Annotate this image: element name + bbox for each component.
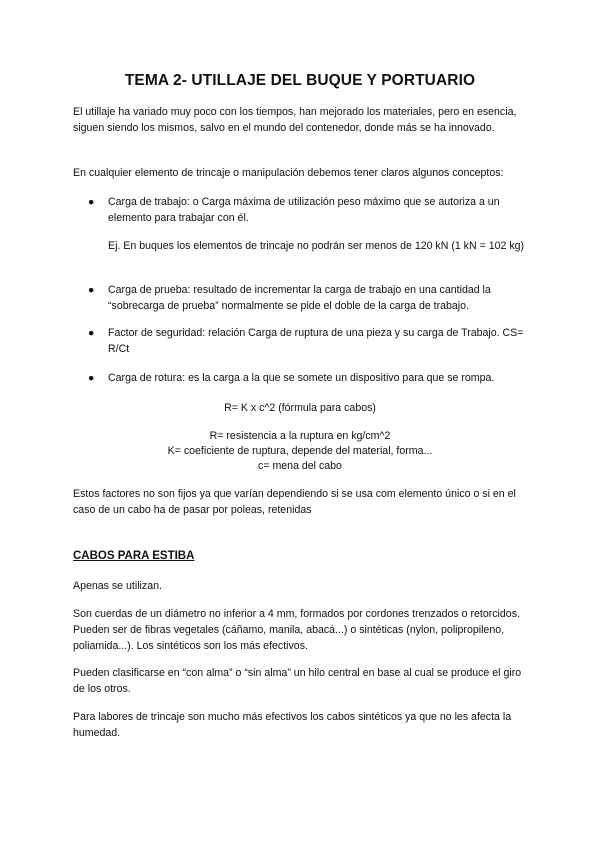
bullet-item: Carga de trabajo: o Carga máxima de utilización peso máximo que se autoriza a un elemento para trabajar con él.	[108, 196, 500, 224]
section-paragraph: Apenas se utilizan.	[73, 580, 162, 592]
bullet-icon: ●	[88, 327, 95, 339]
intro-paragraph: En cualquier elemento de trincaje o manipulación debemos tener claros algunos conceptos:	[73, 167, 504, 179]
section-paragraph: Pueden clasificarse en “con alma” o “sin alma” un hilo central en base al cual se produce el giro de los otros.	[73, 667, 522, 695]
formula-definition: R= resistencia a la ruptura en kg/cm^2	[209, 430, 391, 442]
intro-paragraph: El utillaje ha variado muy poco con los tiempos, han mejorado los materiales, pero en esencia, siguen siendo los mismos, salvo en el mundo del contenedor, donde más se ha innovado.	[73, 106, 517, 134]
bullet-item: Carga de prueba: resultado de incrementar la carga de trabajo en una cantidad la “sobrecarga de prueba” normalmente se pide el doble de la carga de trabajo.	[108, 284, 491, 312]
bullet-example: Ej. En buques los elementos de trincaje no podrán ser menos de 120 kN (1 kN = 102 kg)	[108, 240, 525, 252]
bullet-icon: ●	[88, 284, 95, 296]
formula-main: R= K x c^2 (fórmula para cabos)	[224, 402, 376, 414]
section-heading: CABOS PARA ESTIBA	[73, 550, 195, 562]
section-paragraph: Para labores de trincaje son mucho más efectivos los cabos sintéticos ya que no les afecta la humedad.	[73, 711, 512, 739]
bullet-item: Carga de rotura: es la carga a la que se somete un dispositivo para que se rompa.	[108, 372, 495, 384]
closing-paragraph: Estos factores no son fijos ya que varían dependiendo si se usa com elemento único o si en el caso de un cabo ha de pasar por poleas, retenidas	[73, 488, 516, 516]
formula-definition: K= coeficiente de ruptura, depende del material, forma...	[167, 445, 433, 457]
page-title: TEMA 2- UTILLAJE DEL BUQUE Y PORTUARIO	[124, 72, 476, 89]
formula-definition: c= mena del cabo	[258, 460, 342, 472]
bullet-icon: ●	[88, 372, 95, 384]
section-paragraph: Son cuerdas de un diámetro no inferior a 4 mm, formados por cordones trenzados o retorcidos. Pueden ser de fibras vegetales (cáñamo, manila, abacá...) o sintéticas (nylon, polipropileno, poliamida...). Los sintéticos son los más efectivos.	[73, 608, 520, 652]
bullet-item: Factor de seguridad: relación Carga de ruptura de una pieza y su carga de Trabajo. CS= R/Ct	[108, 327, 524, 355]
bullet-icon: ●	[88, 196, 95, 208]
